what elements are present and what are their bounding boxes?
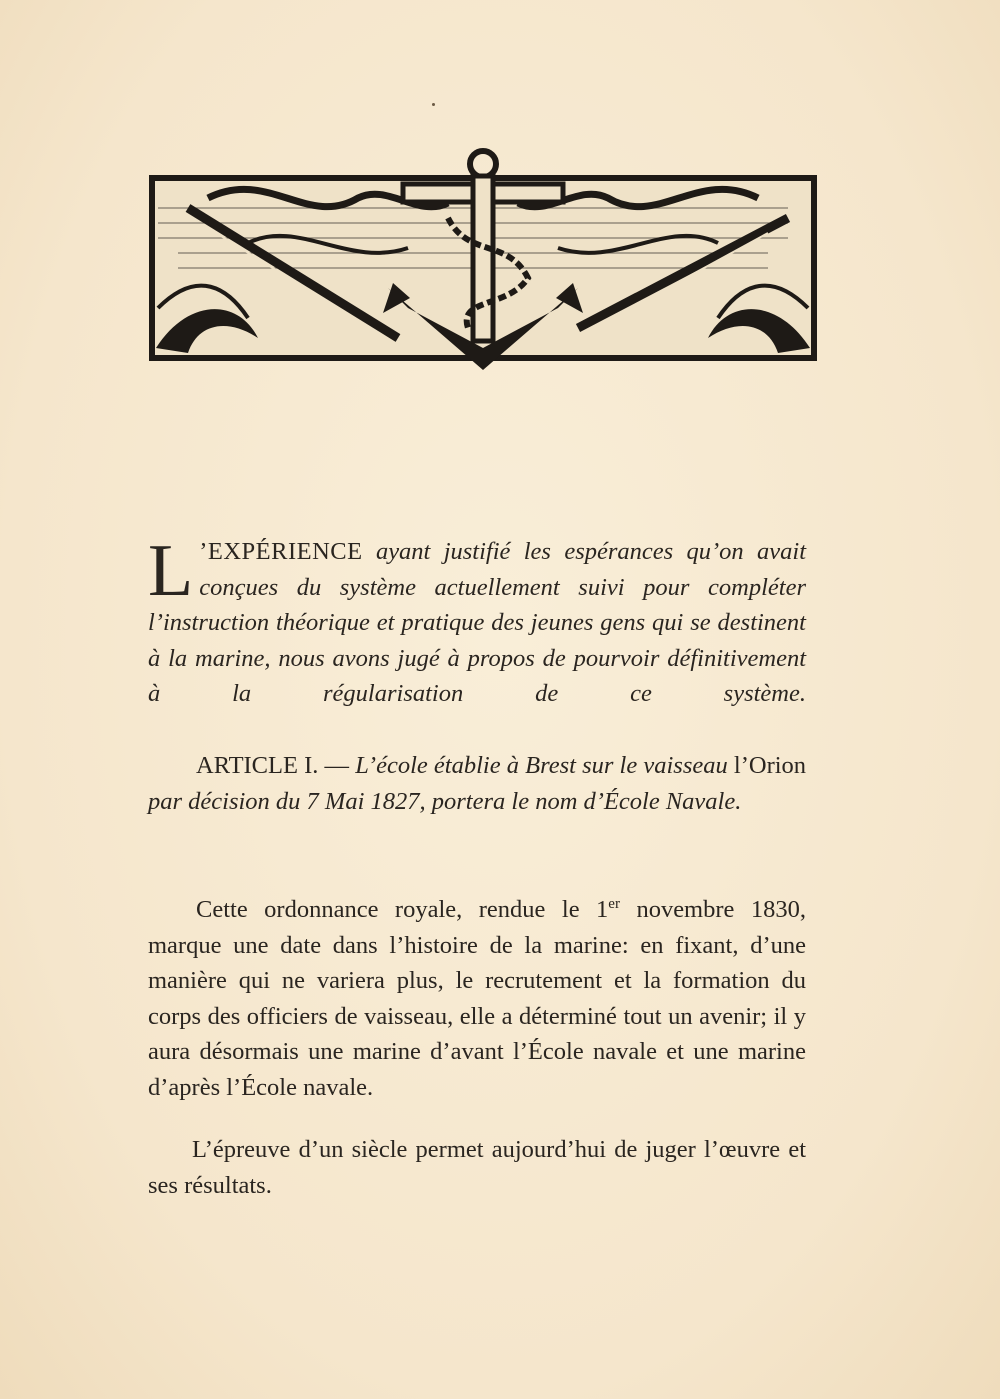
body-p1-sup: er [608, 896, 620, 912]
body-p1-b: novembre 1830, marque une date dans l’histoire de la marine: en fixant, d’une manière qui ne variera plus, le recrutement et la formation du corps des officiers de vaisseau, elle a déterminé tout un avenir; il y aura désormais une marine d’avant l’École navale et une marine d’après l’École navale. [148, 896, 807, 1101]
article-text-b: par décision du 7 Mai 1827, portera le nom d’École Navale. [148, 787, 742, 815]
ship-name: l’Orion [733, 752, 807, 779]
article-label: ARTICLE I. — [196, 752, 350, 779]
drop-cap: L [148, 530, 194, 612]
body-paragraph-1 [148, 887, 806, 1105]
body-p1-a: Cette ordonnance royale, rendue le 1 [196, 896, 609, 924]
article-text-a: L’école établie à Brest sur le vaisseau [355, 752, 728, 779]
ink-speck [432, 103, 435, 106]
article-paragraph [148, 748, 806, 819]
body-paragraph-2: L’épreuve d’un siècle permet aujourd’hui de juger l’œuvre et ses résultats. [148, 1136, 806, 1199]
intro-text: ayant justifié les espérances qu’on avait conçues du système actuellement suivi pour compléter l’instruction théorique et pratique des jeunes gens qui se destinent à la marine, nous avons jugé à propos de pourvoir définitivement à la régularisation de ce système. [148, 538, 807, 707]
anchor-naval-emblem-icon [148, 148, 818, 378]
intro-paragraph [148, 530, 807, 712]
intro-lead-word: ’EXPÉRIENCE [199, 538, 363, 565]
